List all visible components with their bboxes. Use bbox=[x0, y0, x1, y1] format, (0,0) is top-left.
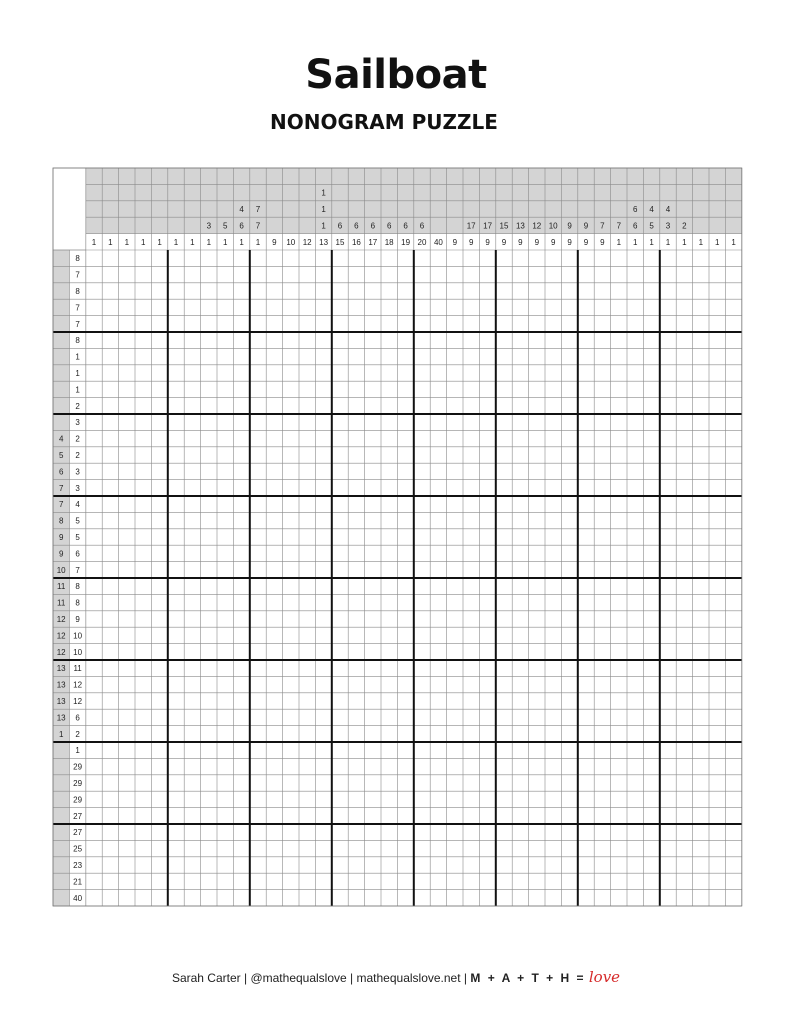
column-clue-number: 6 bbox=[632, 221, 638, 231]
row-clue-number: 1 bbox=[75, 352, 80, 362]
row-clue-number: 2 bbox=[75, 729, 80, 739]
row-clue-number: 9 bbox=[58, 533, 64, 542]
column-clue-number: 9 bbox=[583, 221, 589, 231]
row-clue-number: 7 bbox=[75, 270, 80, 280]
row-clue-number: 40 bbox=[73, 893, 83, 903]
column-clue-number: 40 bbox=[433, 237, 443, 247]
row-clue-number: 13 bbox=[56, 697, 66, 706]
footer-separator: | bbox=[243, 971, 248, 985]
column-clue-number: 9 bbox=[518, 237, 523, 247]
column-clue-number: 1 bbox=[108, 237, 113, 247]
column-clue-number: 7 bbox=[616, 221, 622, 231]
row-clue-number: 21 bbox=[73, 877, 83, 887]
column-clue-number: 9 bbox=[485, 237, 490, 247]
column-clue-number: 1 bbox=[91, 237, 97, 247]
footer-love-logo: love bbox=[588, 968, 621, 986]
column-clue-number: 6 bbox=[386, 221, 392, 231]
column-clue-number: 5 bbox=[222, 221, 228, 231]
row-clue-number: 11 bbox=[73, 664, 82, 674]
column-clue-number: 1 bbox=[321, 221, 326, 231]
column-clue-number: 9 bbox=[550, 237, 556, 247]
column-clue-number: 1 bbox=[222, 237, 228, 247]
column-clue-number: 20 bbox=[417, 237, 427, 247]
footer-author: Sarah Carter bbox=[171, 971, 241, 985]
row-clue-number: 8 bbox=[58, 516, 64, 526]
column-clue-number: 4 bbox=[239, 205, 244, 214]
row-clue-number: 5 bbox=[58, 451, 64, 460]
row-clue-number: 13 bbox=[56, 664, 66, 674]
column-clue-number: 1 bbox=[698, 237, 704, 247]
column-clue-number: 1 bbox=[321, 188, 326, 198]
column-clue-number: 1 bbox=[616, 237, 622, 247]
column-clue-number: 9 bbox=[567, 237, 572, 247]
column-clue-number: 9 bbox=[468, 237, 474, 247]
row-clue-number: 1 bbox=[75, 369, 80, 378]
row-clue-number: 8 bbox=[75, 598, 80, 608]
row-clue-number: 7 bbox=[75, 303, 80, 313]
column-clue-number: 17 bbox=[368, 237, 378, 247]
row-clue-number: 10 bbox=[73, 647, 83, 657]
row-clue-number: 29 bbox=[73, 762, 83, 772]
column-clue-number: 9 bbox=[567, 221, 572, 231]
column-clue-number: 1 bbox=[124, 237, 130, 247]
column-clue-number: 1 bbox=[239, 237, 244, 247]
column-clue-number: 5 bbox=[649, 221, 654, 231]
column-clue-number: 18 bbox=[384, 237, 394, 247]
corner-cell bbox=[53, 168, 86, 250]
row-clue-number: 6 bbox=[58, 467, 64, 477]
column-clue-number: 1 bbox=[173, 237, 179, 247]
column-clue-number: 6 bbox=[403, 221, 408, 231]
column-clue-number: 15 bbox=[499, 221, 509, 231]
column-clue-number: 4 bbox=[665, 205, 671, 214]
row-clue-number: 29 bbox=[73, 779, 83, 788]
row-clue-number: 8 bbox=[75, 336, 80, 346]
row-clue-number: 10 bbox=[73, 631, 83, 641]
column-clue-number: 9 bbox=[600, 237, 605, 247]
row-clue-number: 7 bbox=[58, 483, 64, 493]
row-clue-number: 2 bbox=[75, 434, 80, 444]
column-clue-number: 17 bbox=[466, 221, 476, 231]
row-clue-number: 7 bbox=[75, 319, 80, 329]
column-clue-number: 12 bbox=[532, 221, 542, 231]
row-clue-number: 11 bbox=[57, 582, 66, 592]
row-clue-number: 27 bbox=[73, 811, 83, 821]
column-clue-number: 3 bbox=[665, 221, 671, 231]
page-title: Sailboat bbox=[305, 52, 487, 98]
row-clue-number: 13 bbox=[56, 713, 66, 723]
column-clue-number: 15 bbox=[335, 237, 345, 247]
column-clue-number: 9 bbox=[272, 237, 277, 247]
column-clue-number: 9 bbox=[501, 237, 507, 247]
column-clue-number: 1 bbox=[255, 237, 261, 247]
column-clue-number: 1 bbox=[731, 237, 736, 247]
row-clue-number: 5 bbox=[75, 516, 80, 526]
column-clue-number: 1 bbox=[321, 205, 326, 214]
column-clue-number: 12 bbox=[302, 237, 312, 247]
row-clue-number: 6 bbox=[75, 713, 80, 723]
footer-separator: | bbox=[350, 971, 354, 985]
column-clue-number: 7 bbox=[255, 205, 261, 214]
row-clue-number: 11 bbox=[57, 598, 66, 608]
footer-brand: M + A + T + H = bbox=[470, 971, 586, 985]
row-clue-number: 13 bbox=[56, 680, 66, 690]
row-clue-number: 3 bbox=[75, 467, 80, 477]
row-clue-number: 8 bbox=[75, 582, 80, 592]
row-clue-number: 12 bbox=[73, 697, 83, 706]
column-clue-number: 17 bbox=[483, 221, 493, 231]
row-clue-number: 8 bbox=[75, 254, 80, 264]
row-clue-number: 12 bbox=[73, 680, 83, 690]
column-clue-number: 19 bbox=[401, 237, 411, 247]
column-clue-number: 6 bbox=[632, 205, 638, 214]
row-clue-number: 23 bbox=[73, 861, 83, 870]
row-clue-number: 9 bbox=[75, 615, 80, 624]
column-clue-number: 10 bbox=[548, 221, 558, 231]
column-clue-number: 10 bbox=[286, 237, 296, 247]
row-clue-number: 1 bbox=[75, 746, 80, 756]
column-clue-number: 6 bbox=[354, 221, 359, 231]
row-clue-number: 2 bbox=[75, 401, 80, 411]
column-clue-number: 7 bbox=[600, 221, 605, 231]
column-clue-number: 7 bbox=[255, 221, 261, 231]
column-clue-number: 1 bbox=[157, 237, 162, 247]
column-clue-number: 6 bbox=[337, 221, 343, 231]
column-clue-number: 1 bbox=[714, 237, 720, 247]
footer bbox=[0, 968, 792, 986]
column-clue-number: 6 bbox=[419, 221, 425, 231]
column-clue-number: 6 bbox=[239, 221, 244, 231]
column-clue-number: 1 bbox=[665, 237, 671, 247]
row-clue-number: 7 bbox=[75, 565, 80, 575]
row-clue-number: 1 bbox=[75, 385, 80, 395]
column-clue-number: 1 bbox=[206, 237, 212, 247]
page-subtitle: NONOGRAM PUZZLE bbox=[270, 110, 498, 134]
column-clue-number: 16 bbox=[351, 237, 361, 247]
row-clue-number: 5 bbox=[75, 533, 80, 542]
row-clue-number: 12 bbox=[56, 615, 66, 624]
column-clue-number: 1 bbox=[682, 237, 687, 247]
column-clue-number: 1 bbox=[190, 237, 195, 247]
row-clue-number: 3 bbox=[75, 483, 80, 493]
row-clue-number: 4 bbox=[75, 500, 80, 510]
row-clue-number: 10 bbox=[56, 565, 66, 575]
row-clue-number: 7 bbox=[58, 500, 64, 510]
column-clue-number: 9 bbox=[534, 237, 540, 247]
row-clue-number: 25 bbox=[73, 844, 83, 854]
row-clue-number: 3 bbox=[75, 418, 80, 428]
row-clue-number: 8 bbox=[75, 287, 80, 296]
footer-separator: | bbox=[463, 971, 468, 985]
row-clue-number: 27 bbox=[73, 828, 83, 838]
column-clue-number: 1 bbox=[632, 237, 638, 247]
column-clue-number: 2 bbox=[682, 221, 687, 231]
row-clue-number: 6 bbox=[75, 549, 80, 559]
row-clue-number: 4 bbox=[58, 434, 64, 444]
row-clue-number: 29 bbox=[73, 795, 83, 805]
column-clue-number: 1 bbox=[140, 237, 146, 247]
row-clue-number: 12 bbox=[56, 647, 66, 657]
column-clue-number: 6 bbox=[370, 221, 376, 231]
column-clue-number: 4 bbox=[649, 205, 654, 214]
footer-site: mathequalslove.net bbox=[356, 971, 461, 985]
row-clue-number: 12 bbox=[56, 631, 66, 641]
row-clue-number: 1 bbox=[58, 729, 64, 739]
column-clue-number: 9 bbox=[452, 237, 458, 247]
column-clue-number: 9 bbox=[583, 237, 589, 247]
row-clue-number: 2 bbox=[75, 451, 80, 460]
column-clue-number: 3 bbox=[206, 221, 212, 231]
column-clue-number: 13 bbox=[515, 221, 525, 231]
column-clue-number: 13 bbox=[319, 237, 329, 247]
row-clue-number: 9 bbox=[58, 549, 64, 559]
column-clue-number: 1 bbox=[649, 237, 654, 247]
footer-handle: @mathequalslove bbox=[250, 971, 347, 985]
